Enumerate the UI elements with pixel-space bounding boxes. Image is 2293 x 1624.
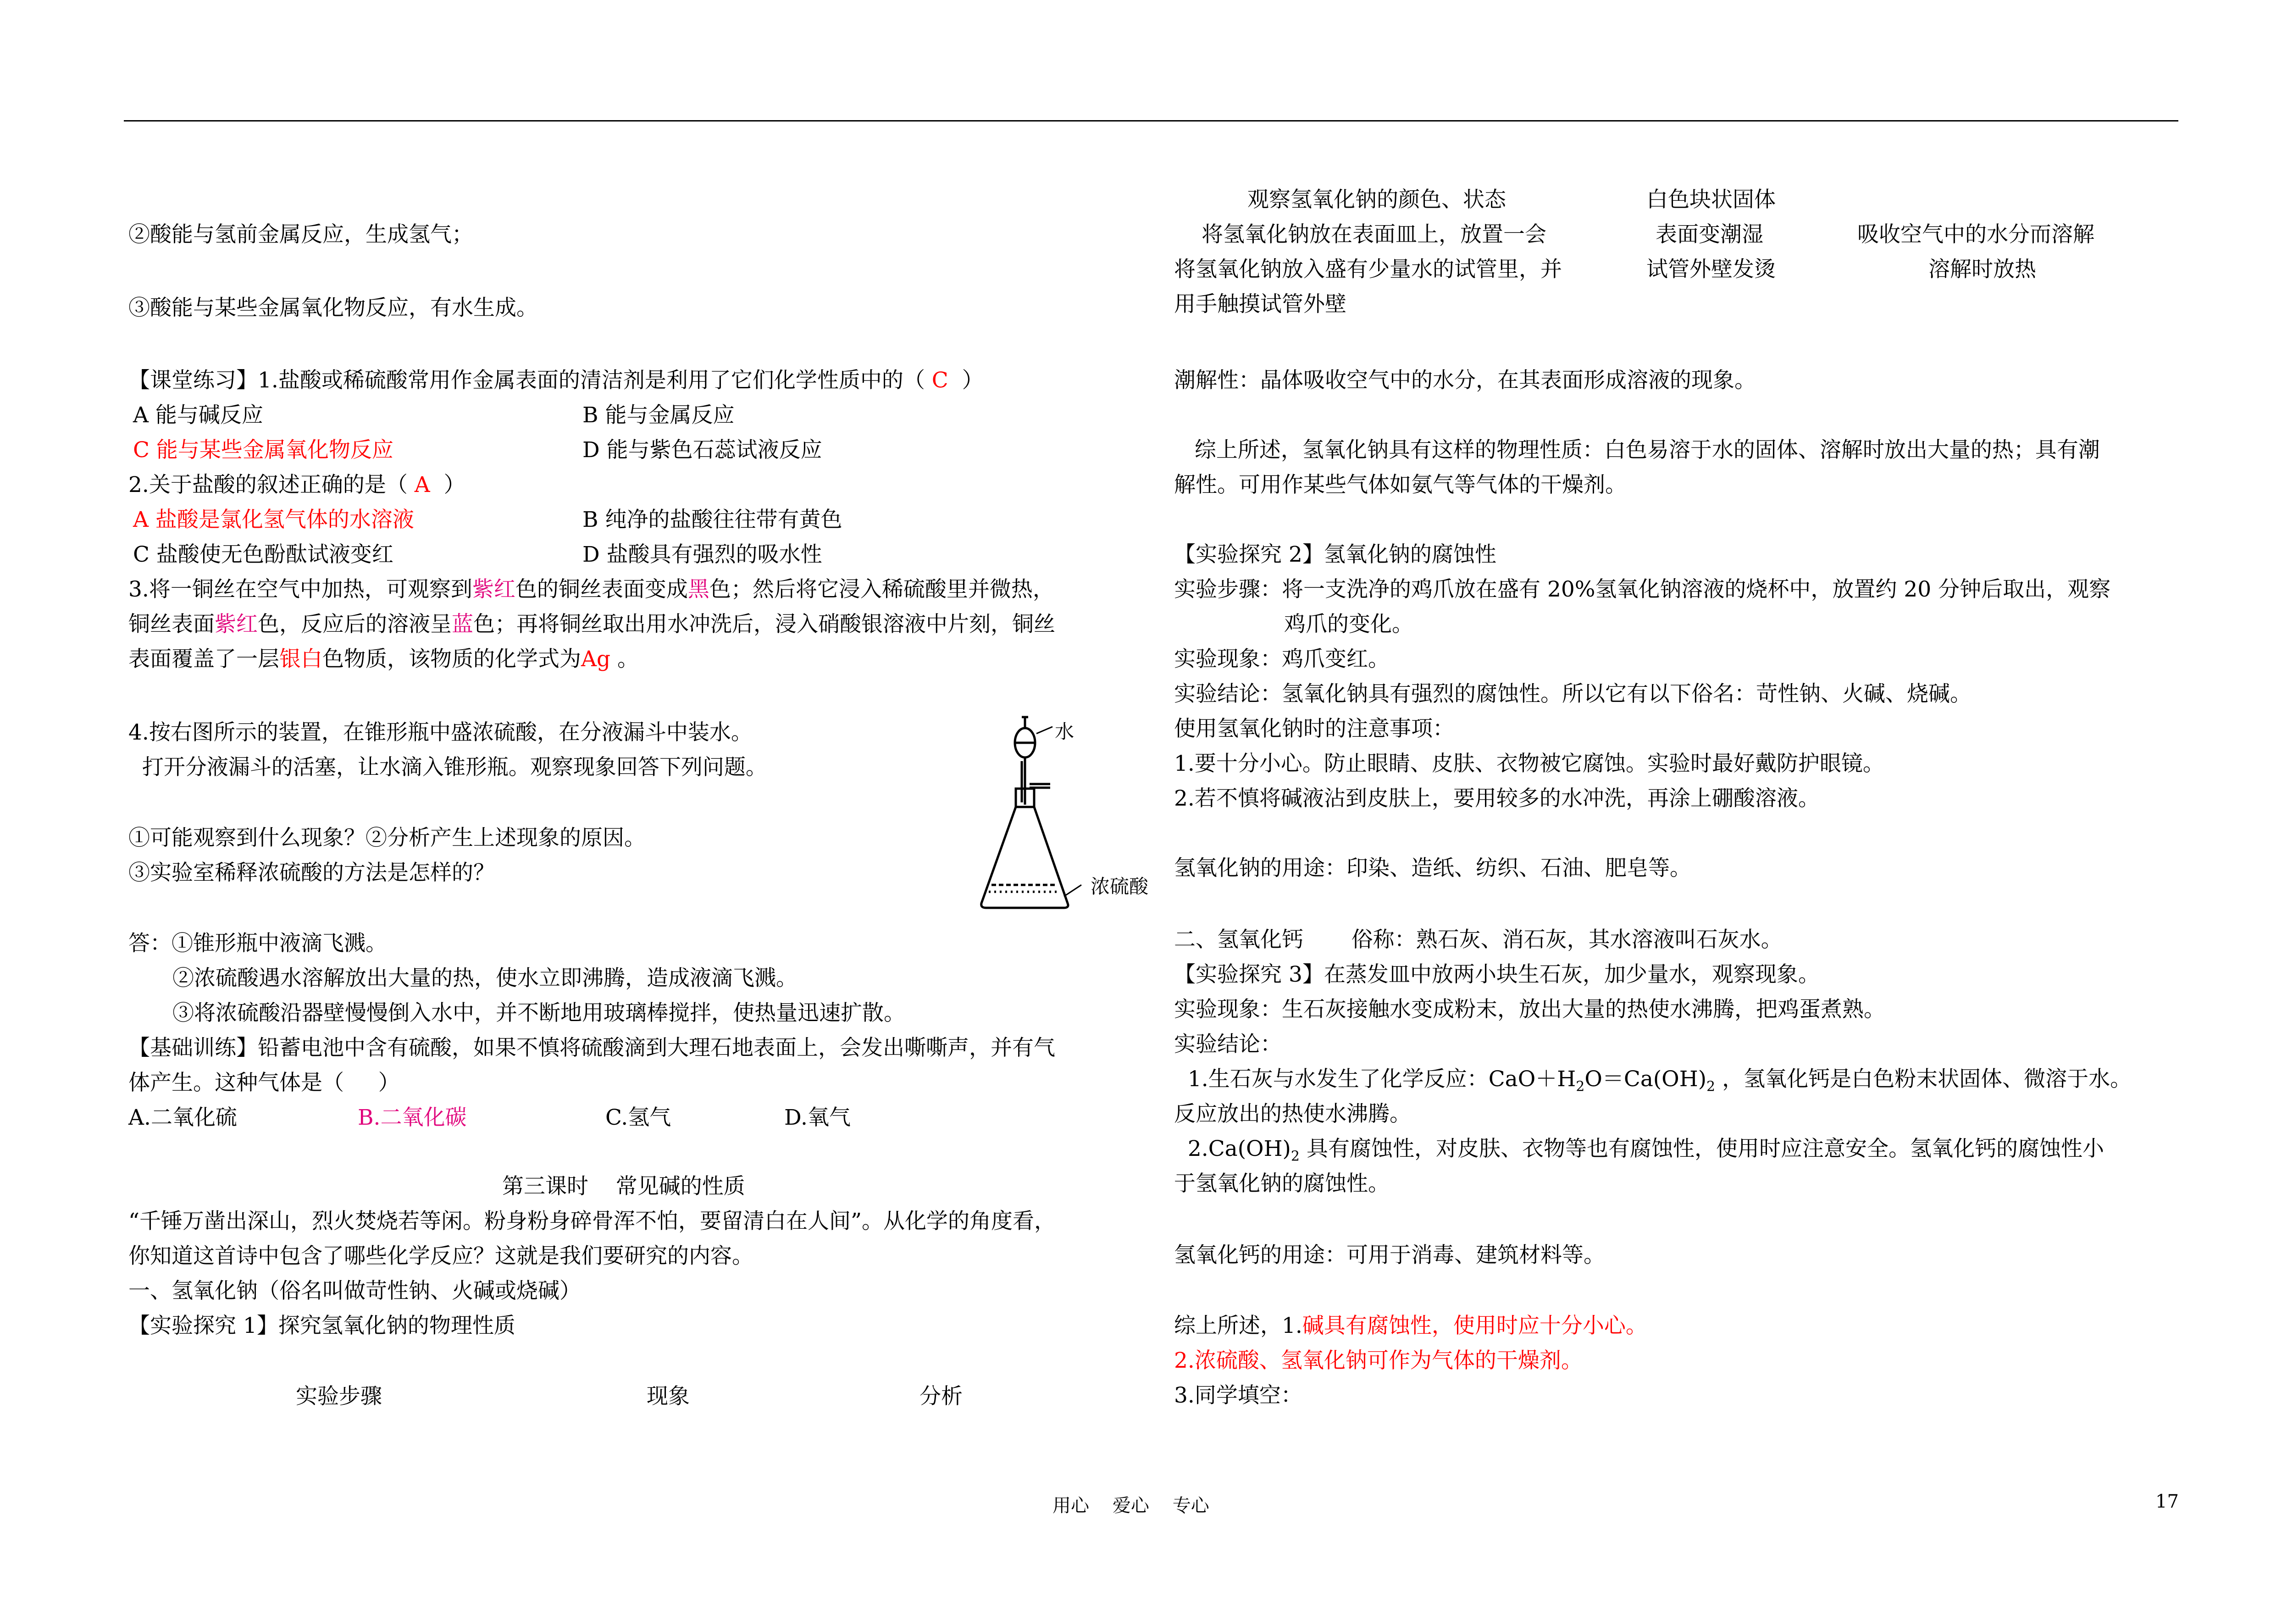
option-d: D.氧气 [784,1105,851,1130]
experiment-3-phenomenon: 实验现象：生石灰接触水变成粉末，放出大量的热使水沸腾，把鸡蛋煮熟。 [1174,997,1885,1022]
poem-line-2: 你知道这首诗中包含了哪些化学反应？这就是我们要研究的内容。 [128,1243,753,1269]
conclusion-1-line-2: 反应放出的热使水沸腾。 [1174,1101,1411,1127]
table-row-1-step: 观察氢氧化钠的颜色、状态 [1247,187,1506,212]
exercise-1-answer: C [931,368,948,393]
experiment-1-title: 【实验探究 1】探究氢氧化钠的物理性质 [128,1313,515,1338]
exercise-1-option-c: C 能与某些金属氧化物反应 [133,437,393,463]
summary-line-2: 解性。可用作某些气体如氨气等气体的干燥剂。 [1174,472,1627,497]
poem-line-1: “千锤万凿出深山，烈火焚烧若等闲。粉身粉身碎骨浑不怕，要留清白在人间”。从化学的角度看， [128,1209,1056,1234]
table-row-1-phenomenon: 白色块状固体 [1646,187,1776,212]
conclusion-1-line-1: 1.生石灰与水发生了化学反应：$CaO+H_2O=Ca(OH)_2$ ，氢氧化钙是白色粉末状固体、微溶于水。 [1174,1066,2132,1095]
experiment-3-conclusion: 实验结论： [1174,1032,1282,1057]
table-row-3-step: 将氢氧化钠放入盛有少量水的试管里，并 [1174,257,1562,282]
table-row-2-phenomenon: 表面变潮湿 [1656,222,1763,247]
option-c: C.氢气 [605,1105,671,1130]
exercise-3-line-1: 3.将一铜丝在空气中加热，可观察到紫红色的铜丝表面变成黑色；然后将它浸入稀硫酸里并微热， [128,577,1054,602]
deliquescence-definition: 潮解性：晶体吸收空气中的水分，在其表面形成溶液的现象。 [1174,368,1756,393]
answer-line-1: 答：①锥形瓶中液滴飞溅。 [128,931,387,956]
exercise-2-option-a: A 盐酸是氯化氢气体的水溶液 [133,507,414,532]
acid-property-2: ②酸能与氢前金属反应，生成氢气； [128,222,473,247]
table-row-3-phenomenon: 试管外壁发烫 [1646,257,1776,282]
figure-label-acid: 浓硫酸 [1091,875,1149,898]
table-row-3-analysis: 溶解时放热 [1928,257,2036,282]
experiment-2-conclusion: 实验结论：氢氧化钠具有强烈的腐蚀性。所以它有以下俗名：苛性钠、火碱、烧碱。 [1174,681,1972,707]
exercise-2-option-b: B 纯净的盐酸往往带有黄色 [582,507,842,532]
table-row-3-step-cont: 用手触摸试管外壁 [1174,292,1346,317]
page-number: 17 [2155,1491,2179,1512]
footer-motto: 用心 爱心 专心 [1052,1495,1209,1516]
final-summary-2: 2.浓硫酸、氢氧化钠可作为气体的干燥剂。 [1174,1348,1583,1373]
naoh-heading: 一、氢氧化钠（俗名叫做苛性钠、火碱或烧碱） [128,1278,581,1304]
header-rule [124,120,2178,122]
precaution-1: 1.要十分小心。防止眼睛、皮肤、衣物被它腐蚀。实验时最好戴防护眼镜。 [1174,751,1884,776]
experiment-2-phenomenon: 实验现象：鸡爪变红。 [1174,646,1390,672]
answer-line-3: ③将浓硫酸沿器壁慢慢倒入水中，并不断地用玻璃棒搅拌，使热量迅速扩散。 [172,1000,905,1026]
exercise-4-line-3: ①可能观察到什么现象？②分析产生上述现象的原因。 [128,825,646,851]
exercise-4-line-4: ③实验室稀释浓硫酸的方法是怎样的？ [128,860,495,885]
lesson-title: 第三课时 常见碱的性质 [502,1174,745,1199]
experiment-2-title: 【实验探究 2】氢氧化钠的腐蚀性 [1174,542,1496,567]
table-row-2-step: 将氢氧化钠放在表面皿上，放置一会 [1202,222,1546,247]
option-b: B.二氧化碳 [358,1105,467,1130]
exercise-1-option-b: B 能与金属反应 [582,403,735,428]
exercise-2-question: 2.关于盐酸的叙述正确的是（ A ） [128,472,465,497]
exercise-1-question: 【课堂练习】1.盐酸或稀硫酸常用作金属表面的清洁剂是利用了它们化学性质中的（ C ） [128,368,984,393]
exercise-2-option-d: D 盐酸具有强烈的吸水性 [582,542,822,567]
flask-funnel-diagram [972,715,1174,917]
exercise-3-line-2: 铜丝表面紫红色，反应后的溶液呈蓝色；再将铜丝取出用水冲洗后，浸入硝酸银溶液中片刻，铜丝 [128,612,1055,637]
exercise-3-line-3: 表面覆盖了一层银白色物质，该物质的化学式为Ag 。 [128,646,639,672]
table-header-phenomenon: 现象 [647,1384,690,1409]
experiment-2-step-1: 实验步骤：将一支洗净的鸡爪放在盛有 20%氢氧化钠溶液的烧杯中，放置约 20 分钟后取出，观察 [1174,577,2111,602]
caoh-uses: 氢氧化钙的用途：可用于消毒、建筑材料等。 [1174,1243,1605,1268]
basic-training-line-1: 【基础训练】铅蓄电池中含有硫酸，如果不慎将硫酸滴到大理石地表面上，会发出嘶嘶声，并有气 [128,1035,1055,1061]
option-a: A.二氧化硫 [128,1105,237,1130]
basic-training-line-2: 体产生。这种气体是（ ） [128,1070,400,1095]
exercise-1-option-d: D 能与紫色石蕊试液反应 [582,437,822,463]
experiment-2-step-2: 鸡爪的变化。 [1284,612,1413,637]
acid-property-3: ③酸能与某些金属氧化物反应，有水生成。 [128,295,538,320]
table-header-analysis: 分析 [919,1384,963,1409]
experiment-3-title: 【实验探究 3】在蒸发皿中放两小块生石灰，加少量水，观察现象。 [1174,962,1820,987]
caoh-heading: 二、氢氧化钙 俗称：熟石灰、消石灰，其水溶液叫石灰水。 [1174,927,1783,952]
answer-line-2: ②浓硫酸遇水溶解放出大量的热，使水立即沸腾，造成液滴飞溅。 [172,966,798,991]
exercise-1-option-a: A 能与碱反应 [133,403,263,428]
conclusion-2-line-1: $2.Ca(OH)_2$ 具有腐蚀性，对皮肤、衣物等也有腐蚀性，使用时应注意安全。氢氧化钙的腐蚀性小 [1174,1136,2104,1165]
table-row-2-analysis: 吸收空气中的水分而溶解 [1857,222,2094,247]
precautions-heading: 使用氢氧化钠时的注意事项： [1174,716,1454,741]
table-header-step: 实验步骤 [296,1384,382,1409]
exercise-2-option-c: C 盐酸使无色酚酞试液变红 [133,542,393,567]
final-summary-3: 3.同学填空： [1174,1383,1302,1408]
exercise-4-line-1: 4.按右图所示的装置，在锥形瓶中盛浓硫酸，在分液漏斗中装水。 [128,720,753,745]
conclusion-2-line-2: 于氢氧化钠的腐蚀性。 [1174,1171,1390,1196]
summary-line-1: 综上所述，氢氧化钠具有这样的物理性质：白色易溶于水的固体、溶解时放出大量的热；具有潮 [1174,437,2100,463]
figure-label-water: 水 [1055,720,1074,743]
precaution-2: 2.若不慎将碱液沾到皮肤上，要用较多的水冲洗，再涂上硼酸溶液。 [1174,786,1820,811]
naoh-uses: 氢氧化钠的用途：印染、造纸、纺织、石油、肥皂等。 [1174,856,1691,881]
exercise-4-line-2: 打开分液漏斗的活塞，让水滴入锥形瓶。观察现象回答下列问题。 [128,755,767,780]
final-summary-1: 综上所述，1.碱具有腐蚀性，使用时应十分小心。 [1174,1313,1647,1338]
